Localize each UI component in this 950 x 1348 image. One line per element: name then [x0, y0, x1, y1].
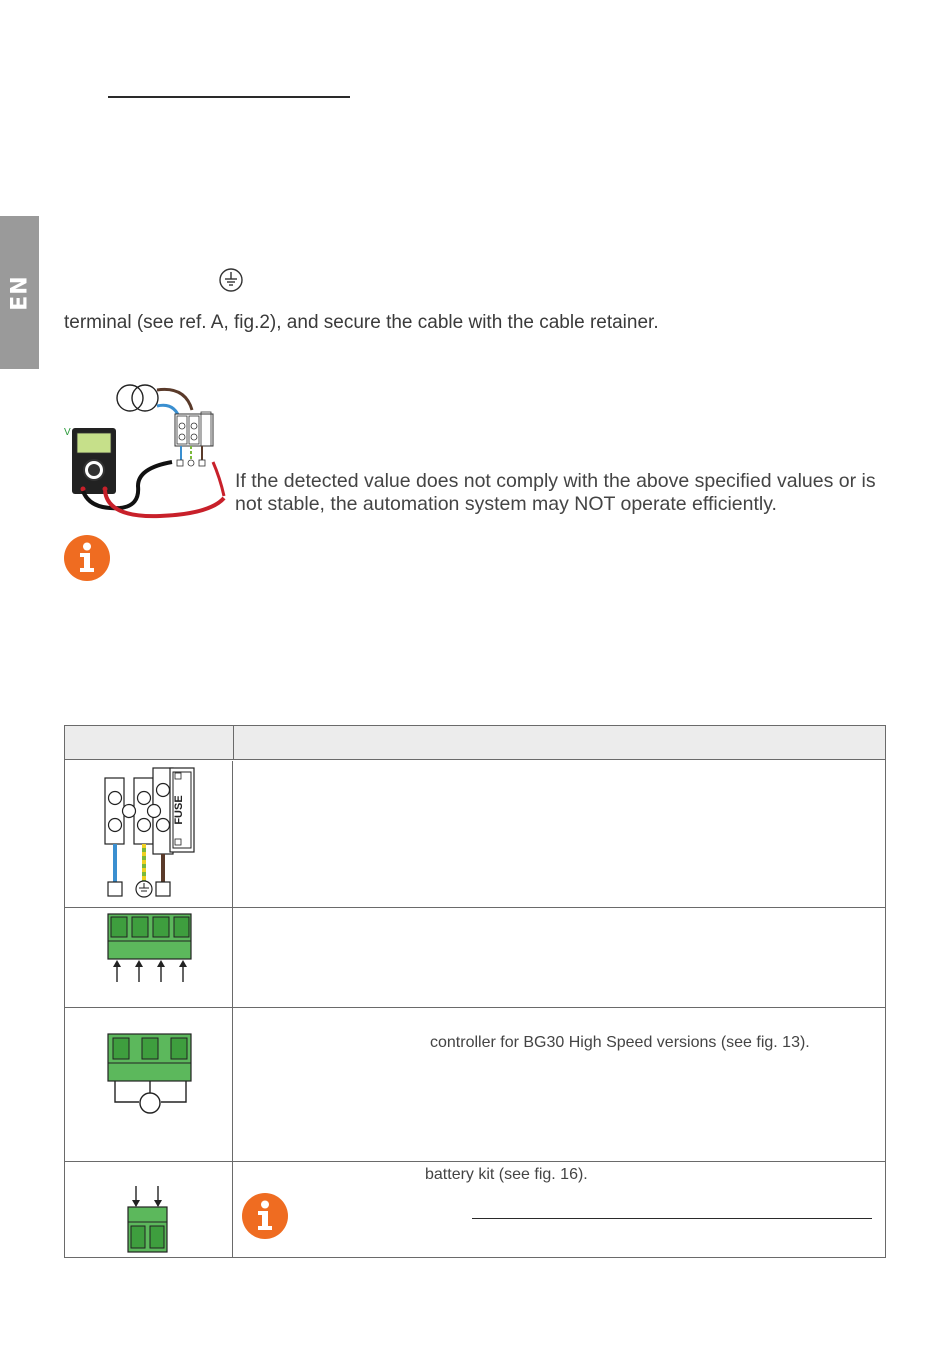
multimeter-icon	[72, 428, 116, 494]
fuse-label: FUSE	[173, 795, 185, 825]
multimeter-figure	[60, 378, 236, 526]
language-tab-label: EN	[7, 274, 32, 311]
heading-underline	[108, 96, 350, 98]
battery-terminal-icon	[65, 1162, 233, 1257]
transformer-icon	[117, 385, 158, 411]
battery-terminal-cell	[65, 1162, 233, 1257]
row-text-controller: controller for BG30 High Speed versions (see fig. 13).	[430, 1034, 810, 1051]
table-header	[65, 726, 885, 760]
language-tab	[0, 216, 39, 369]
table-row-power	[65, 761, 885, 908]
input-terminal-desc	[234, 908, 885, 1007]
input-terminal-icon	[65, 908, 233, 1008]
power-terminal-desc	[234, 761, 885, 907]
controller-terminal-cell	[65, 1008, 233, 1161]
battery-terminal-desc	[234, 1162, 885, 1257]
warning-text: If the detected value does not comply with the above specified values or is not stable, the automation system may NOT operate efficiently.	[235, 470, 876, 515]
info-note-underline	[472, 1218, 872, 1219]
header-divider	[233, 726, 234, 760]
table-row-controller	[65, 1008, 885, 1162]
controller-terminal-icon	[65, 1008, 233, 1162]
ground-icon	[218, 267, 244, 293]
power-terminal-icon	[65, 761, 233, 907]
table-row-battery	[65, 1162, 885, 1257]
meter-mark: V	[64, 427, 71, 438]
info-icon	[64, 535, 110, 581]
info-icon	[242, 1193, 288, 1239]
terminal-table	[64, 725, 886, 1258]
table-row-inputs	[65, 908, 885, 1008]
power-terminal-cell	[65, 761, 233, 907]
terminal-instruction: terminal (see ref. A, fig.2), and secure the cable with the cable retainer.	[64, 312, 659, 333]
row-text-battery: battery kit (see fig. 16).	[425, 1166, 588, 1183]
input-terminal-cell	[65, 908, 233, 1007]
controller-terminal-desc	[234, 1008, 885, 1161]
